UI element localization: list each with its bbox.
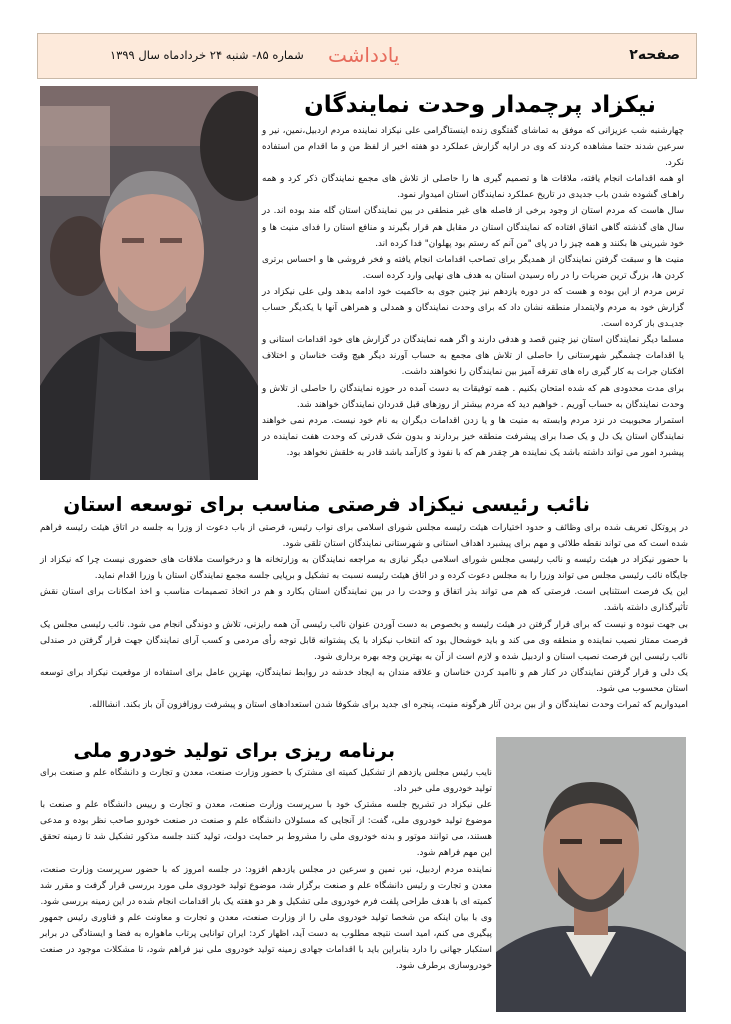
article2-body (40, 520, 688, 713)
article1-paragraph: ترس مردم از این بوده و هست که در دوره یازدهم نیز چنین جوی به حاکمیت خود ادامه بدهد ولی علی نیکزاد در گزارش خود به مردم ولایتمدار منطقه نشان داد که برای وحدت نمایندگان و همدلی و همراهی آنها با یکدیگر حساب جدیـدی باز کرده است. (262, 286, 684, 330)
article2-paragraph: بی جهت نبوده و نیست که برای قرار گرفتن در هیئت رئیسه و بخصوص به دست آوردن عنوان نائب رئیسی آن همه رایزنی، تلاش و دوندگی انجام می شود. نائب رئیسی مجلس یک فرصت ممتاز نصیب نماینده و منطقه وی می کند و باید خوشحال بود که انتخاب نیکزاد با یک پشتوانه قابل توجه رأی مردمی و کسب آرای نمایندگان جهت قرار گرفتن در صندلی نائب رئیسی این فرصت نصیب استان و اردبیل شده و لازم است از آن به بهترین وجه بهره برداری شود. (40, 619, 688, 662)
article3-paragraph: نماینده مردم اردبیل، نیر، نمین و سرعین در مجلس یازدهم افزود: در جلسه امروز که با حضور سرپرست وزارت صنعت، معدن و تجارت و رئیس دانشگاه علم و صنعت برگزار شد، موضوع تولید خودروی ملی مورد بررسی قرار گرفت و مقرر شد کمیته ای با هدف طراحی پلفت فرم خودروی ملی تشکیل و هر دو هفته یک بار اقدامات انجام شده در این زمینه بررسی شود. (40, 864, 492, 907)
article3-paragraph: وی با بیان اینکه من شخصا تولید خودروی ملی را از وزارت صنعت، معدن و تجارت و معاونت علم و فناوری رئیس جمهور پیگیری می کنم، امید است نتیجه مطلوب به دست آید، اظهار کرد: ایران توانایی پرتاب ماهواره به فضا و ایستادگی در برابر استکبار جهانی را دارد بنابراین باید با اقدامات جهادی زمینه تولید خودروی ملی نیز فراهم شود، تا مشکلات موجود در صنعت خودروسازی برطرف شود. (40, 912, 492, 972)
article2-paragraph: امیدواریم که ثمرات وحدت نمایندگان و از بین بردن آثار هرگونه منیت، پنجره ای جدید برای شکوفا شدن استعدادهای استان و پیشرفت روزافزون آن باز بکند. انشاالله. (89, 700, 688, 711)
portrait-photo-nikzad-closeup (496, 737, 686, 1012)
article3-body (40, 765, 492, 974)
article3-title: برنامه ریزی برای تولید خودرو ملی (73, 740, 395, 762)
article1-paragraph: برای مدت محدودی هم که شده امتحان بکنیم . همه توفیقات به دست آمده در حوزه نمایندگان را حاصلی از تلاش و وحدت نمایندگان به حساب آوریم . خواهیم دید که مردم بیشتر از روزهای قبل قدردان نمایندگان خواهند شد. (262, 383, 684, 410)
issue-info: شماره ۸۵- شنبه ۲۴ خردادماه سال ۱۳۹۹ (110, 48, 304, 62)
article1-paragraph: مسلما دیگر نمایندگان استان نیز چنین قصد و هدفی دارند و اگر همه نمایندگان در گزارش های خود اقدامات استانی و یا اقدامات چشمگیر شهرستانی را حاصلی از تلاش های مجمع به حساب آورند دیگر هیچ وقت خناسان و اختلاف افکنان جرات به کار گیری راه های تفرقه آمیز بین نمایندگان را نخواهند داشت. (262, 335, 684, 378)
article2-paragraph: در پروتکل تعریف شده برای وظائف و حدود اختیارات هیئت رئیسه مجلس شورای اسلامی برای نواب رئیس، فرصتی از باب دعوت از وزرا به جلسه در اتاق هیئت رئیسه فراهم شده است که می تواند نقطه طلائی و مهم برای پیشبرد اهداف استانی و شهرستانی نمایندگان استان تلقی شود. (40, 523, 688, 550)
article1-paragraph: استمرار محبوبیت در نزد مردم وابسته به منیت ها و یا زدن اقدامات دیگران به نام خود نیست. مردم نمی خواهند نمایندگان استان یک دل و یک صدا برای پیشرفت منطقه خیز بردارند و بدون شک قدرتی که وحدت هفت نماینده در پیشبرد امور می تواند داشته باشد یک نماینده هر چقدر هم که با نفوذ و کارآمد باشد قادر به خلقش نخواهد بود. (262, 415, 684, 458)
article3-paragraph: علی نیکزاد در تشریح جلسه مشترک خود با سرپرست وزارت صنعت، معدن و تجارت و رییس دانشگاه علم و صنعت با موضوع تولید خودروی ملی، گفت: از آنجایی که مسئولان دانشگاه علم و صنعت در صنعت خودرو صاحب نظر بوده و مدعی هستند، می توانند موتور و بدنه خودروی ملی را مشروط بر حمایت دولت، تولید کنند جلسه مذکور تشکیل شد تا زمینه تحقق این مهم فراهم شود. (40, 800, 492, 859)
article1-title: نیکزاد پرچمدار وحدت نمایندگان (304, 92, 656, 118)
article1-body (262, 123, 684, 461)
article2-title: نائب رئیسی نیکزاد فرصتی مناسب برای توسعه استان (63, 492, 590, 516)
article2-paragraph: با حضور نیکزاد در هیئت رئیسه و نائب رئیسی مجلس شورای اسلامی دیگر نیازی به مراجعه نمایندگان به وزارتخانه ها و درخواست ملاقات های حضوری نیست چرا که نیکزاد از جایگاه نائب رئیسی مجلس می تواند وزرا را به مجلس دعوت کرده و در اتاق هیئت رئیسه نسبت به تشکیل و برپایی جلسه مجمع نمایندگان استان با وزرا اقدام نماید. (40, 555, 688, 582)
article1-paragraph: او همه اقدامات انجام یافته، ملاقات ها و تصمیم گیری ها را حاصلی از تلاش های مجمع نمایندگان ذکر کرد و همه راهـای گشوده شدن باب جدیدی در تاریخ عملکرد نمایندگان استان امیدوار نمود. (262, 174, 684, 201)
page-header (37, 33, 697, 79)
article3-paragraph: نایب رئیس مجلس یازدهم از تشکیل کمیته ای مشترک با حضور وزارت صنعت، معدن و تجارت و دانشگاه علم و صنعت برای تولید خودروی ملی خبر داد. (40, 768, 492, 795)
article2-paragraph: یک دلی و قرار گرفتن نمایندگان در کنار هم و ناامید کردن خناسان و علاقه مندان به ایجاد خدشه در روابط نمایندگان، بهترین عامل برای استفاده از موقعیت نیکزاد برای توسعه استان محسوب می شود. (40, 667, 688, 694)
section-title: یادداشت (328, 43, 400, 67)
article2-paragraph: این یک فرصت استثنایی است. فرصتی که هم می تواند بذر اتفاق و وحدت را در بین نمایندگان استان بکارد و هم در اتخاذ تصمیمات مناسب و اخذ امکانات برای استان نقش تأثیرگذاری داشته باشد. (40, 587, 688, 614)
portrait-photo-nikzad (40, 86, 258, 480)
article1-paragraph: سال هاست که مردم استان از وجود برخی از فاصله های غیر منطقی در بین نمایندگان استان گله مند بوده اند. در سال های گذشته گاهی اتفاق افتاده که نمایندگان استان در مقابل هم قرار بگیرند و منافع استان را فدای منیت ها و خود شیرینی ها بکنند و همه چیز را در پای "من آنم که رستم بود پهلوان" فدا کرده اند. (262, 206, 684, 249)
article1-paragraph: چهارشنبه شب عزیزانی که موفق به تماشای گفتگوی زنده اینستاگرامی علی نیکزاد نماینده مردم اردبیل،نمین، نیر و سرعین شدند حتما مشاهده کردند که وی در ارایه گزارش عملکرد دو هفته اخیر از لفظ من و ما اقدام من استفاده نکرد. (262, 126, 684, 169)
article1-paragraph: منیت ها و سبقت گرفتن نمایندگان از همدیگر برای تصاحب اقدامات انجام یافته و فخر فروشی ها و احساس برتری کردن ها، بزرگ ترین ضربات را در راه رسیدن استان به هدف های نهایی وارد کرده است. (262, 254, 684, 281)
page-number: صفحه۲ (629, 47, 680, 63)
